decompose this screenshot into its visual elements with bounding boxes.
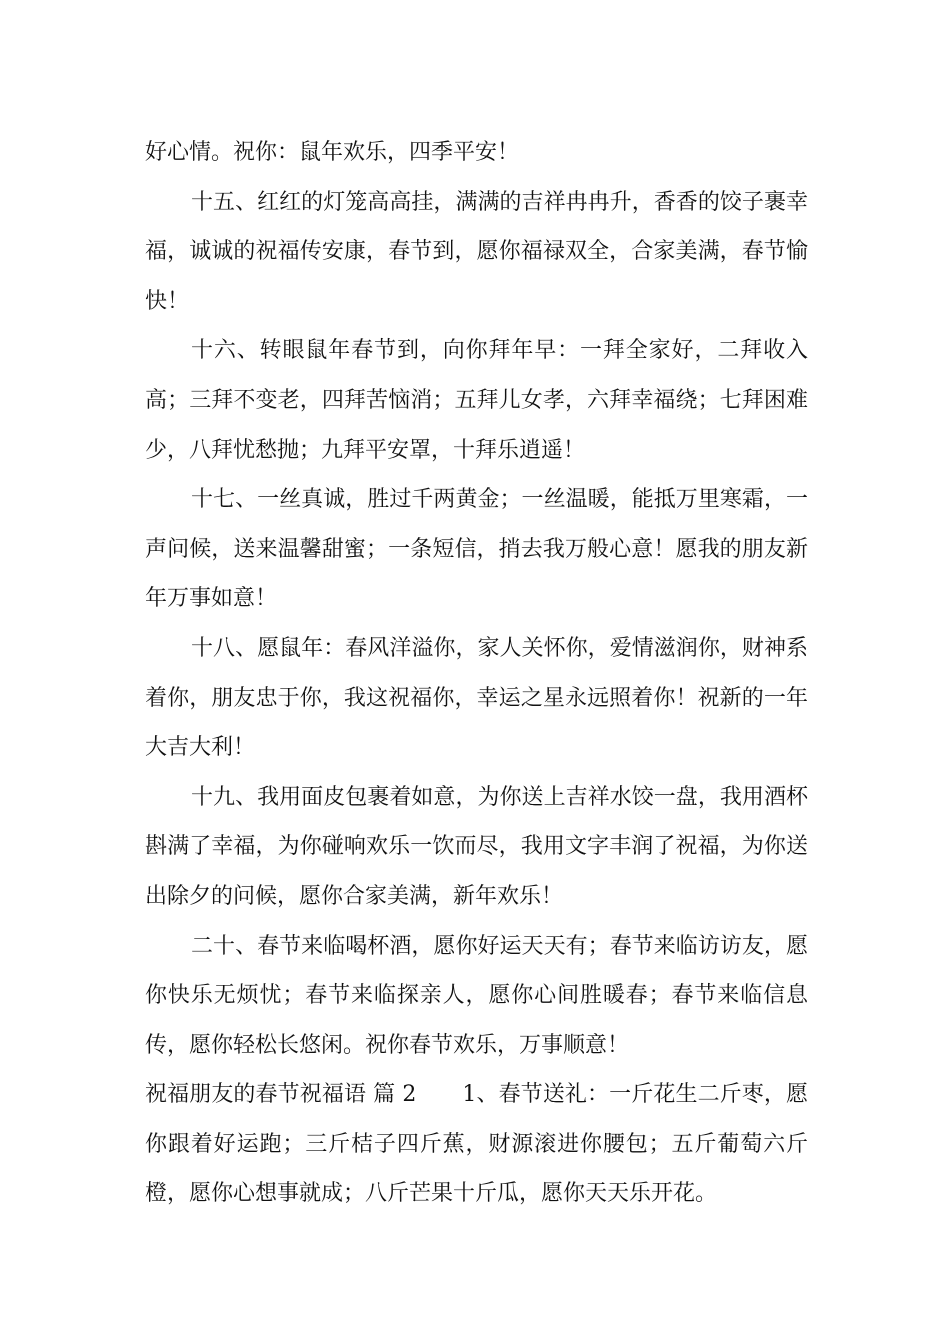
section-2-title: 祝福朋友的春节祝福语 篇 2 xyxy=(145,1082,417,1108)
document-body xyxy=(145,128,808,1219)
section-2-item-1: 1、春节送礼：一斤花生二斤枣，愿你跟着好运跑；三斤桔子四斤蕉，财源滚进你腰包；五斤葡萄六斤橙，愿你心想事就成；八斤芒果十斤瓜，愿你天天乐开花。 xyxy=(145,1082,809,1207)
paragraph-19: 十九、我用面皮包裹着如意，为你送上吉祥水饺一盘，我用酒杯斟满了幸福，为你碰响欢乐一饮而尽，我用文字丰润了祝福，为你送出除夕的问候，愿你合家美满，新年欢乐！ xyxy=(145,784,808,909)
paragraph-15: 十五、红红的灯笼高高挂，满满的吉祥冉冉升，香香的饺子裹幸福，诚诚的祝福传安康，春节到，愿你福禄双全，合家美满，春节愉快！ xyxy=(145,189,808,314)
paragraph-14-tail: 好心情。祝你：鼠年欢乐，四季平安！ xyxy=(145,140,520,165)
paragraph-18: 十八、愿鼠年：春风洋溢你，家人关怀你，爱情滋润你，财神系着你，朋友忠于你，我这祝福你，幸运之星永远照着你！祝新的一年大吉大利！ xyxy=(145,635,808,761)
section-2-paragraph xyxy=(145,1070,808,1219)
paragraph-20: 二十、春节来临喝杯酒，愿你好运天天有；春节来临访访友，愿你快乐无烦忧；春节来临探亲人，愿你心间胜暖春；春节来临信息传，愿你轻松长悠闲。祝你春节欢乐，万事顺意！ xyxy=(145,933,808,1058)
paragraph-17: 十七、一丝真诚，胜过千两黄金；一丝温暖，能抵万里寒霜，一声问候，送来温馨甜蜜；一条短信，捎去我万般心意！愿我的朋友新年万事如意！ xyxy=(145,487,808,612)
paragraph-16: 十六、转眼鼠年春节到，向你拜年早：一拜全家好，二拜收入高；三拜不变老，四拜苦恼消；五拜儿女孝，六拜幸福绕；七拜困难少，八拜忧愁抛；九拜平安罩，十拜乐逍遥！ xyxy=(145,338,808,463)
